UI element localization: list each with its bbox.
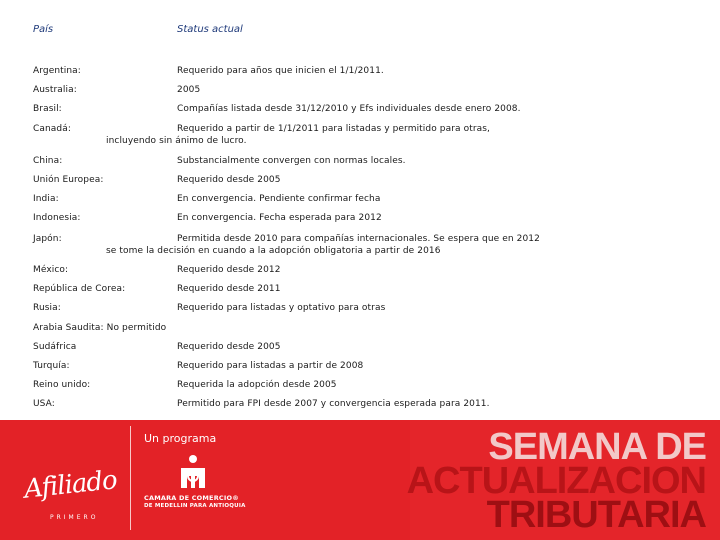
footer-divider: [130, 426, 131, 530]
country-status: Requerido desde 2012: [177, 265, 281, 275]
country-status: Requerido a partir de 1/1/2011 para listadas y permitido para otras,: [177, 124, 490, 134]
country-status: Permitido para FPI desde 2007 y convergencia esperada para 2011.: [177, 399, 490, 409]
country-status: Requerido desde 2005: [177, 175, 281, 185]
country-status: Requerido desde 2011: [177, 284, 281, 294]
event-title: [406, 426, 706, 536]
column-header-status: Status actual: [177, 24, 243, 35]
country-status: En convergencia. Fecha esperada para 2012: [177, 213, 382, 223]
country-name: India:: [33, 194, 59, 204]
afiliado-logo: [10, 448, 128, 521]
footer-banner: [0, 420, 720, 540]
camara-comercio-title: CAMARA DE COMERCIO®: [144, 494, 239, 502]
country-status: En convergencia. Pendiente confirmar fecha: [177, 194, 381, 204]
country-name: Sudáfrica: [33, 342, 77, 352]
country-name: Reino unido:: [33, 380, 91, 390]
country-status: Requerido para listadas y optativo para otras: [177, 303, 386, 313]
country-name: Argentina:: [33, 66, 81, 76]
country-status-continuation: se tome la decisión en cuando a la adopción obligatoria a partir de 2016: [106, 246, 441, 256]
country-name: Arabia Saudita: No permitido: [33, 323, 167, 333]
primero-logo-text: PRIMERO: [50, 514, 99, 521]
country-name: Turquía:: [33, 361, 70, 371]
country-status: Requerido para años que inicien el 1/1/2011.: [177, 66, 384, 76]
event-title-line-1: SEMANA DE: [488, 426, 706, 468]
country-name: México:: [33, 265, 69, 275]
country-name: Rusia:: [33, 303, 61, 313]
country-name: USA:: [33, 399, 55, 409]
country-status: Requerida la adopción desde 2005: [177, 380, 337, 390]
country-status: Compañías listada desde 31/12/2010 y Efs individuales desde enero 2008.: [177, 104, 521, 114]
column-header-country: País: [33, 24, 54, 35]
country-name: Japón:: [33, 234, 62, 244]
event-title-line-2: ACTUALIZACION: [406, 460, 706, 502]
un-programa-label: Un programa: [144, 432, 217, 445]
country-name: República de Corea:: [33, 284, 126, 294]
country-name: Canadá:: [33, 124, 71, 134]
country-name: Brasil:: [33, 104, 62, 114]
country-status: Permitida desde 2010 para compañías internacionales. Se espera que en 2012: [177, 234, 540, 244]
camara-comercio-icon: [178, 454, 208, 490]
country-status: Substancialmente convergen con normas locales.: [177, 156, 406, 166]
country-name: Australia:: [33, 85, 77, 95]
country-status: Requerido desde 2005: [177, 342, 281, 352]
country-name: Unión Europea:: [33, 175, 104, 185]
event-title-line-3: TRIBUTARIA: [486, 494, 706, 536]
country-name: Indonesia:: [33, 213, 81, 223]
afiliado-logo-text: Afiliado: [22, 465, 119, 505]
country-status-continuation: incluyendo sin ánimo de lucro.: [106, 136, 247, 146]
camara-comercio-subtitle: DE MEDELLIN PARA ANTIOQUIA: [144, 503, 246, 509]
country-status: Requerido para listadas a partir de 2008: [177, 361, 364, 371]
country-name: China:: [33, 156, 63, 166]
country-status: 2005: [177, 85, 201, 95]
